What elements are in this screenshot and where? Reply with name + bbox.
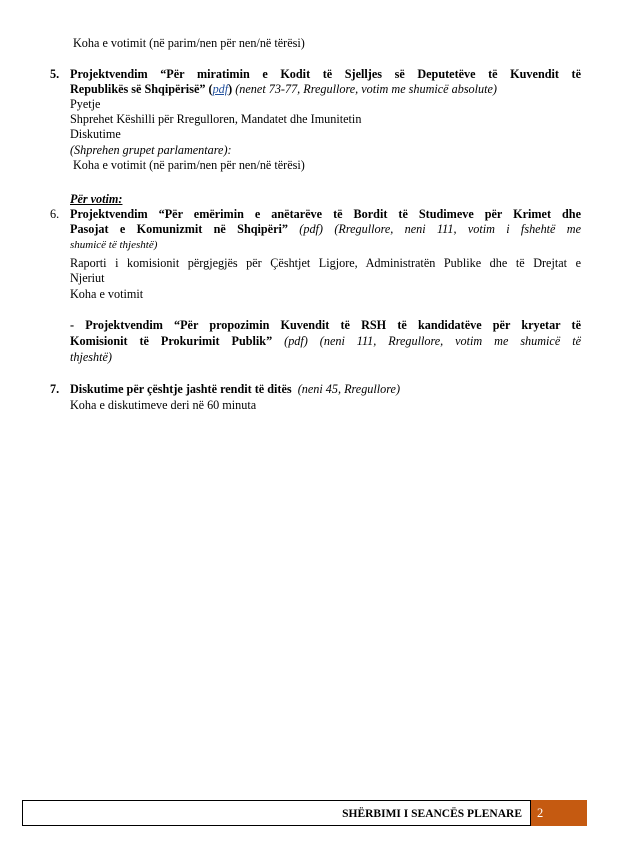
- item-7-reference: (neni 45, Rregullore): [297, 382, 401, 396]
- item-5-title-cont: Republikës së Shqipërisë” (pdf) (nenet 73-77, Rregullore, votim me shumicë absolute): [70, 82, 497, 96]
- item-6-number: 6.: [50, 207, 60, 221]
- item-7-title-line: [70, 382, 400, 397]
- item-6-title: Projektvendim “Për emërimin e anëtarëve të Bordit të Studimeve për Krimet dhe: [70, 207, 581, 221]
- item-6b-reference: (neni 111, Rregullore, votim me shumicë të: [319, 334, 581, 348]
- item-6b-title-2: Komisionit të Prokurimit Publik”: [70, 334, 273, 348]
- item-6b-pdf[interactable]: (pdf): [284, 334, 308, 348]
- item-5-pdf-link[interactable]: pdf: [212, 82, 229, 96]
- item-6-report-cont: Njeriut: [70, 271, 105, 285]
- item-5-council: Shprehet Këshilli për Rregulloren, Mandatet dhe Imunitetin: [70, 112, 362, 126]
- item-6-title-cont: [70, 222, 581, 237]
- item-5-questions: Pyetje: [70, 97, 101, 111]
- item-6-pdf[interactable]: (pdf): [299, 222, 323, 236]
- for-voting-heading: Për votim:: [70, 192, 123, 206]
- footer-bar: [22, 800, 531, 826]
- item-6-voting-time: Koha e votimit: [70, 287, 144, 301]
- footer-title: SHËRBIMI I SEANCËS PLENARE: [342, 808, 522, 820]
- voting-time-line: Koha e votimit (në parim/nen për nen/në tërësi): [73, 36, 305, 50]
- item-6b-title-cont: [70, 334, 581, 349]
- item-5-title: Projektvendim “Për miratimin e Kodit të Sjelljes së Deputetëve të Kuvendit të: [70, 67, 581, 81]
- item-5-reference: (nenet 73-77, Rregullore, votim me shumicë absolute): [235, 82, 497, 96]
- item-5-discussion: Diskutime: [70, 127, 121, 141]
- item-5-number: 5.: [50, 67, 60, 81]
- item-5-title-2: Republikës së Shqipërisë”: [70, 82, 206, 96]
- item-7-number: 7.: [50, 382, 60, 396]
- item-7-duration: Koha e diskutimeve deri në 60 minuta: [70, 398, 257, 412]
- item-6b-reference-cont: thjeshtë): [70, 350, 112, 364]
- item-6b-title: - Projektvendim “Për propozimin Kuvendit të RSH të kandidatëve për kryetar të: [70, 318, 581, 332]
- item-6-reference: (Rregullore, neni 111, votim i fshehtë me: [334, 222, 581, 236]
- item-6-report: Raporti i komisionit përgjegjës për Çështjet Ligjore, Administratën Publike dhe të Drejtat e: [70, 256, 581, 270]
- item-7-title: Diskutime për çështje jashtë rendit të ditës: [70, 382, 292, 396]
- page-number: 2: [531, 800, 587, 826]
- item-6-title-2: Pasojat e Komunizmit në Shqipëri”: [70, 222, 288, 236]
- item-5-groups: (Shprehen grupet parlamentare):: [70, 143, 232, 157]
- item-6-reference-cont: shumicë të thjeshtë): [70, 239, 158, 251]
- item-5-voting-time: Koha e votimit (në parim/nen për nen/në tërësi): [73, 158, 305, 172]
